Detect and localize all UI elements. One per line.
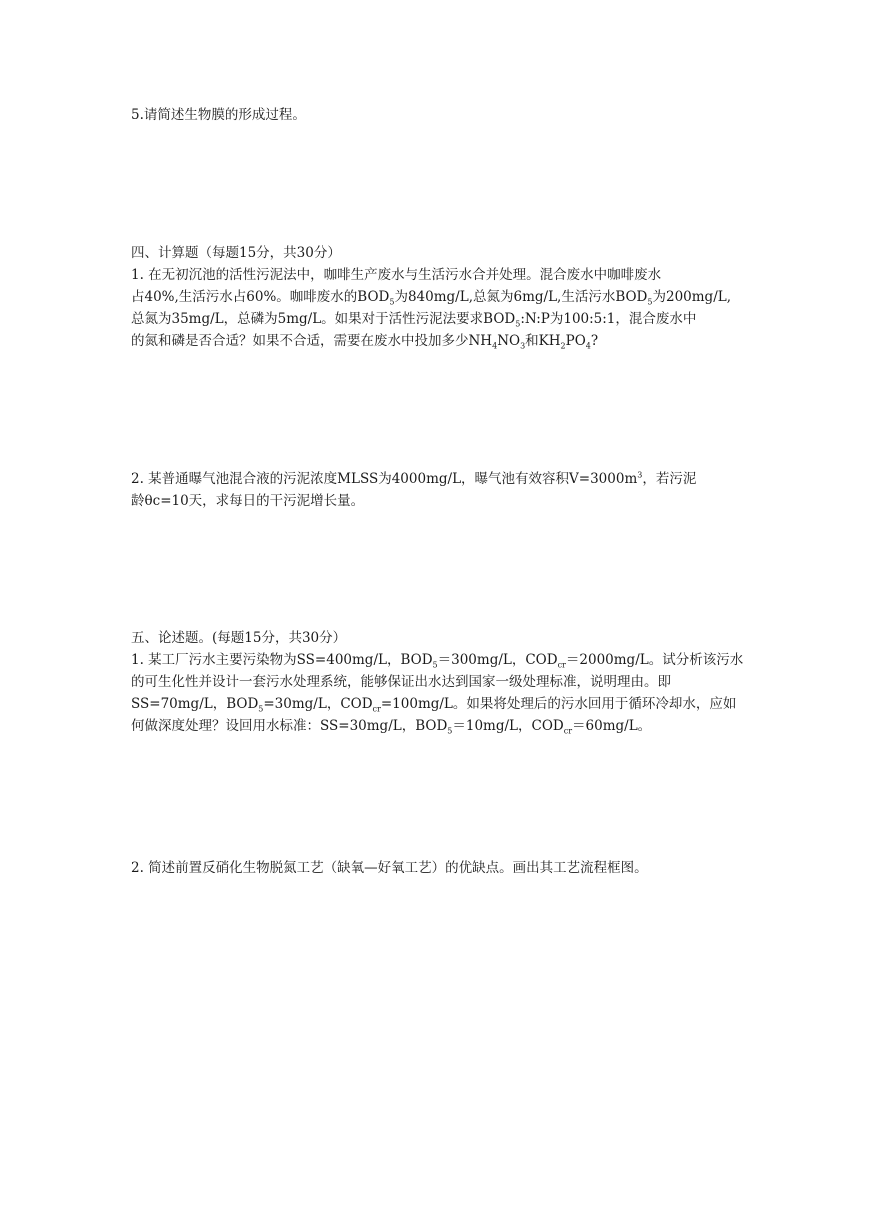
s4q1-line-2: 占40%,生活污水占60%。咖啡废水的$BOD_5$为840mg/L,总氮为6mg/L,生活污水$BOD_5$为200mg/L, [131,289,731,307]
s4q1-line-3: 总氮为35mg/L，总磷为5mg/L。如果对于活性污泥法要求$BOD_5:N:P$为100:5:1，混合废水中 [131,311,697,329]
s5q2-line-1: 2. 简述前置反硝化生物脱氮工艺（缺氧—好氧工艺）的优缺点。画出其工艺流程框图。 [131,860,648,876]
section-4-heading: 四、计算题（每题15分，共30分） [131,245,341,261]
s4q2-line-2: 龄θc=10天，求每日的干污泥增长量。 [131,493,365,509]
s5q1-line-4: 何做深度处理？设回用水标准：SS=30mg/L，$BOD_5=10mg/L$，$COD_{cr}=60mg/L$。 [131,718,652,736]
section-5-heading: 五、论述题。(每题15分，共30分） [131,630,347,646]
s5q1-line-2: 的可生化性并设计一套污水处理系统，能够保证出水达到国家一级处理标准，说明理由。即 [131,674,671,690]
section-4-question-1 [131,264,739,352]
question-5-text: 5.请简述生物膜的形成过程。 [131,107,306,123]
s4q1-line-4: 的氮和磷是否合适？如果不合适，需要在废水中投加多少$NH_4NO_3$和$KH_2PO_4$? [131,333,599,351]
section-5-question-2 [131,857,739,879]
section-5 [131,627,744,737]
section-4 [131,242,739,352]
s5q1-line-3: SS=70mg/L，$BOD_5=30mg/L$，$COD_{cr}=100mg/L$。如果将处理后的污水回用于循环冷却水，应如 [131,696,737,714]
question-5 [131,104,739,126]
s4q2-line-1: 2. 某普通曝气池混合液的污泥浓度MLSS为4000mg/L，曝气池有效容积$V=3000m^3$，若污泥 [131,470,697,487]
s4q1-line-1: 1. 在无初沉池的活性污泥法中，咖啡生产废水与生活污水合并处理。混合废水中咖啡废水 [131,267,662,283]
section-5-question-1 [131,649,744,737]
s5q1-line-1: 1. 某工厂污水主要污染物为SS=400mg/L，$BOD_5=300mg/L$，$COD_{cr}=2000mg/L$。试分析该污水 [131,652,744,670]
section-4-question-2 [131,468,739,512]
